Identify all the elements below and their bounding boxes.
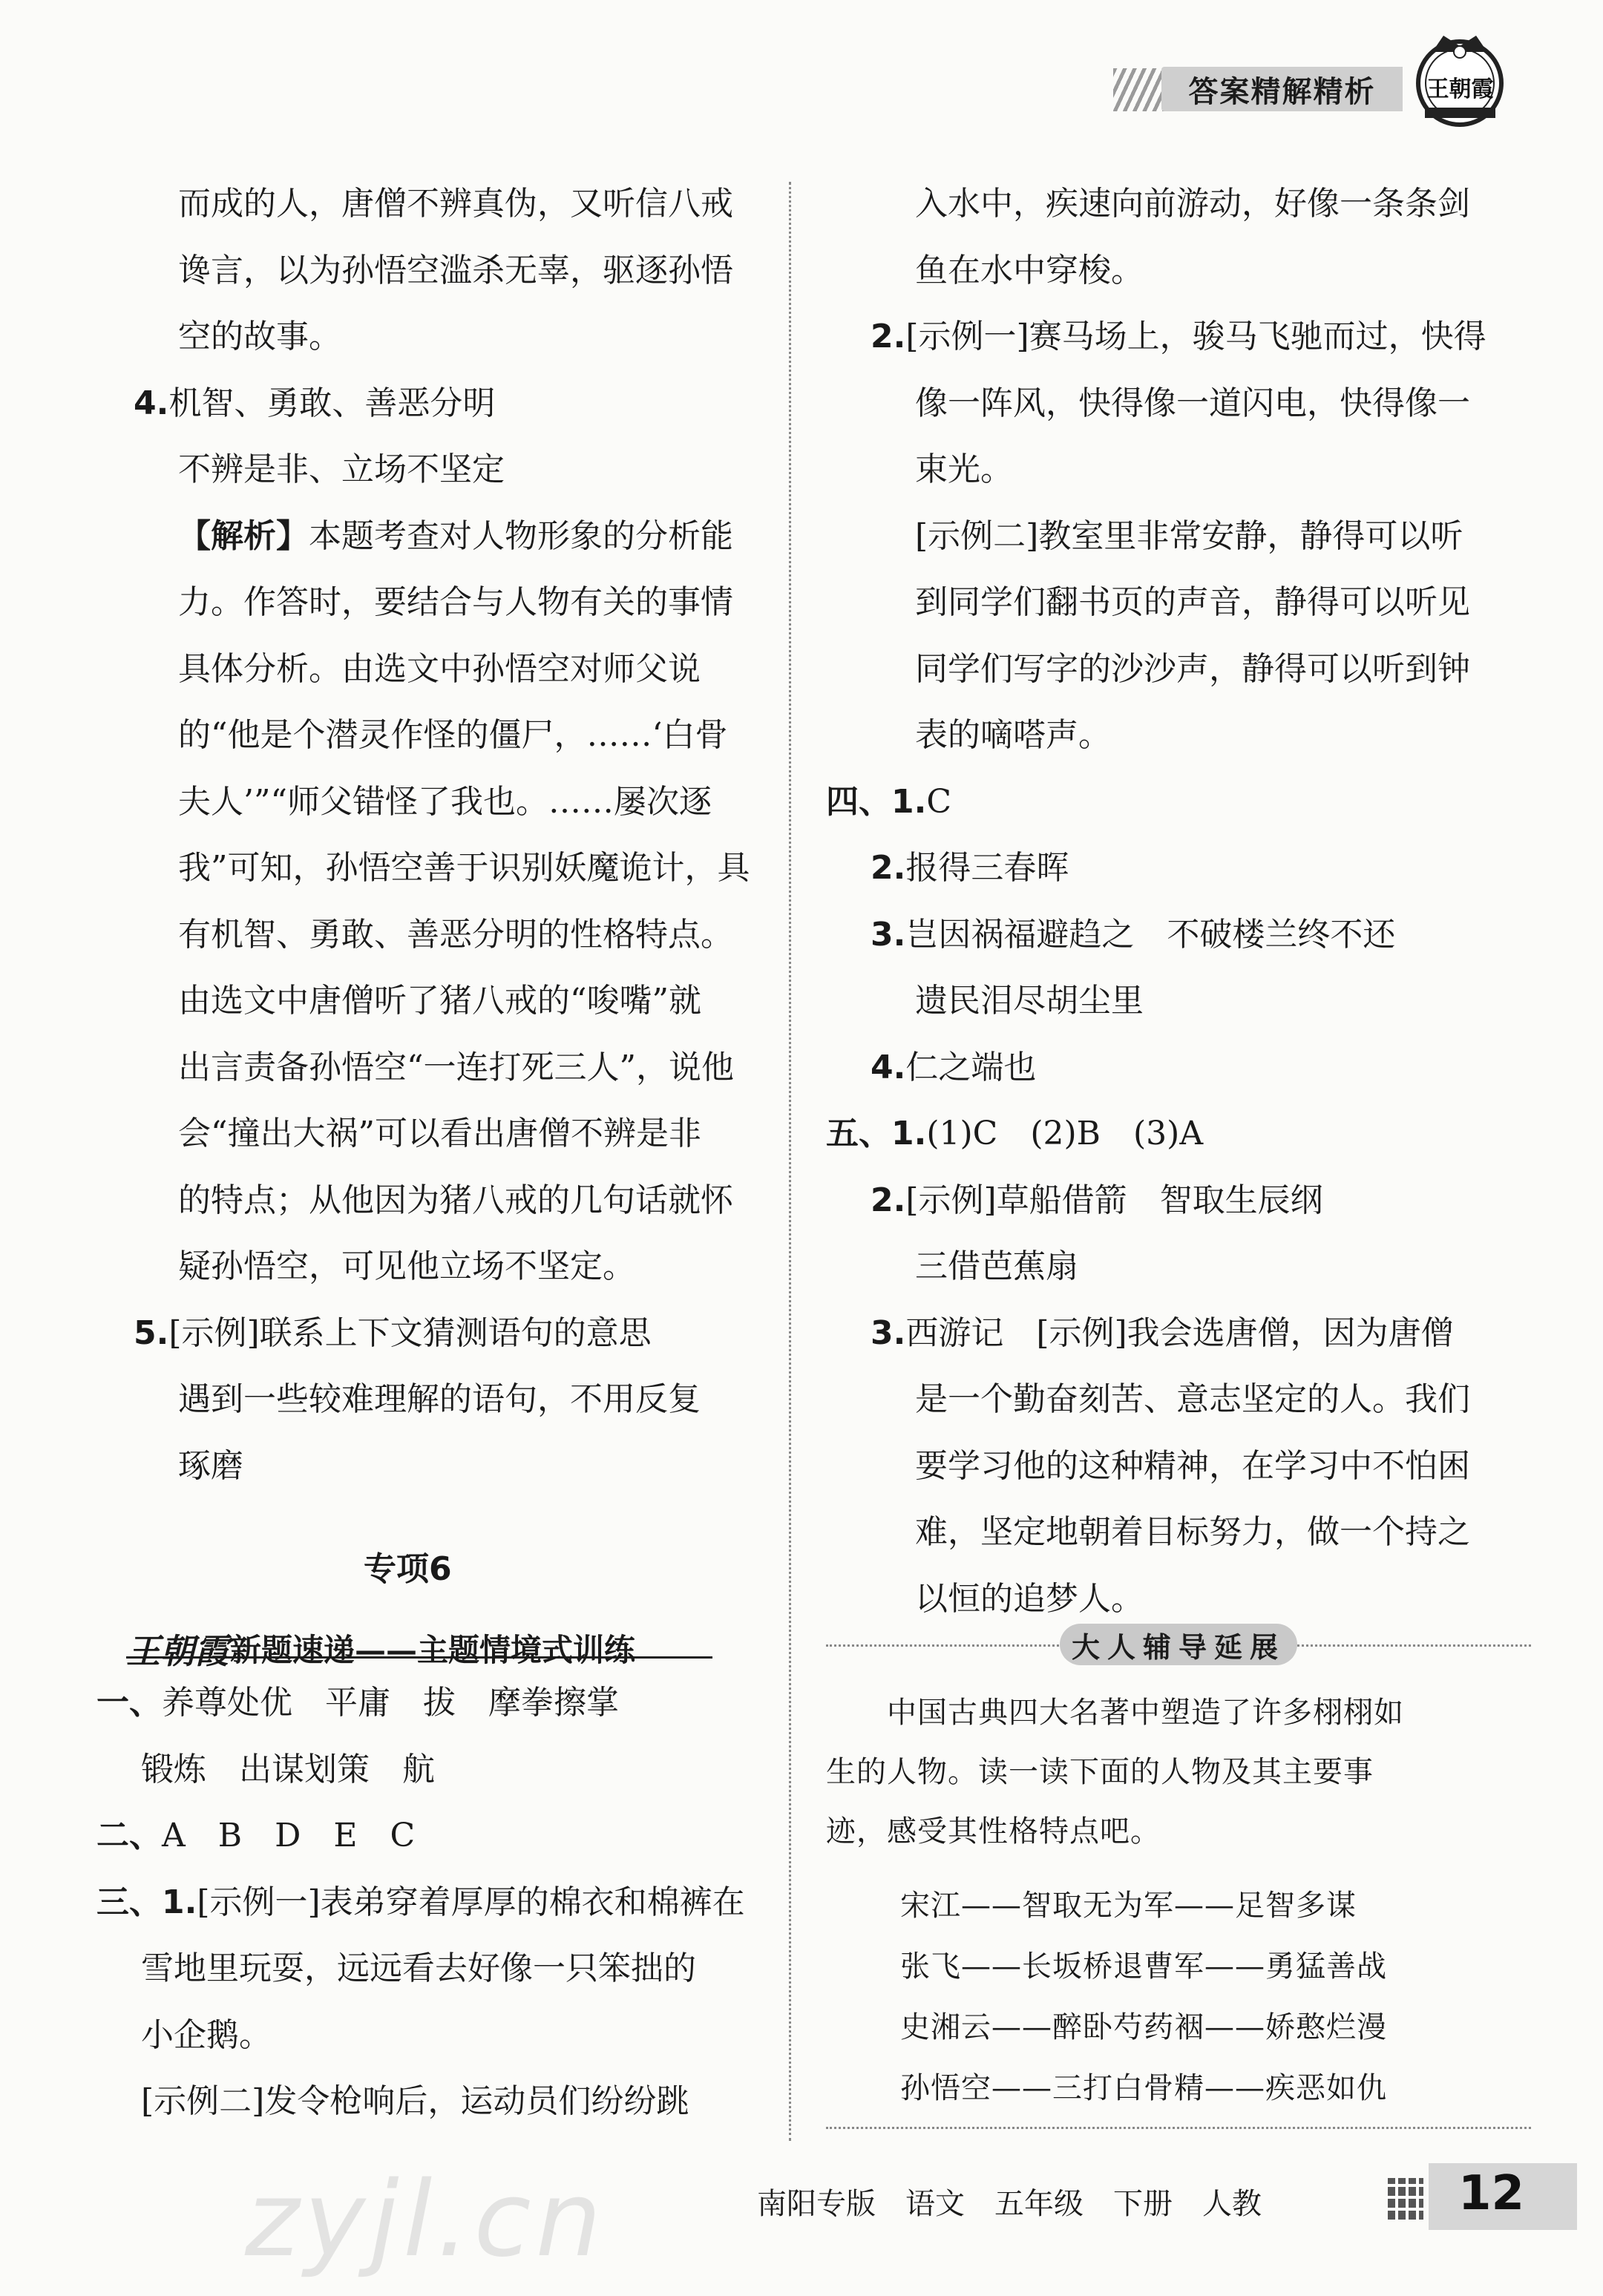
line-text: 养尊处优 平庸 拔 摩拳擦掌 <box>162 1684 619 1722</box>
box-title: 大人辅导延展 <box>1071 1630 1285 1664</box>
line-text: 琢磨 <box>178 1446 243 1485</box>
answer-line <box>915 979 1144 1023</box>
line-text: 要学习他的这种精神，在学习中不怕困 <box>915 1446 1470 1485</box>
answer-line <box>178 315 341 359</box>
footer-grid-icon <box>1388 2178 1423 2220</box>
answer-line <box>141 2079 689 2124</box>
line-text: 有机智、勇敢、善恶分明的性格特点。 <box>178 915 733 954</box>
line-text: 的“他是个潜灵作怪的僵尸，……‘白骨 <box>178 716 728 754</box>
answer-line <box>871 315 1486 359</box>
answer-line <box>178 249 733 293</box>
line-text: 入水中，疾速向前游动，好像一条条剑 <box>915 185 1470 223</box>
answer-line <box>178 913 733 957</box>
line-text: 由选文中唐僧听了猪八戒的“唆嘴”就 <box>178 982 701 1020</box>
answer-line <box>871 1311 1454 1356</box>
line-text: 谗言，以为孙悟空滥杀无辜，驱逐孙悟 <box>178 251 733 289</box>
answer-line <box>871 1178 1323 1223</box>
line-text: 夫人’”“师父错怪了我也。……屡次逐 <box>178 782 712 821</box>
answer-line <box>826 1112 1203 1156</box>
answer-line <box>134 1311 652 1356</box>
answer-line <box>178 1444 243 1489</box>
question-group-label: 一、 <box>96 1684 162 1722</box>
answer-line <box>178 1112 701 1156</box>
answer-line <box>871 1046 1036 1090</box>
page-number: 12 <box>1458 2166 1525 2221</box>
answer-line <box>96 1880 745 1925</box>
answer-line <box>915 1377 1470 1422</box>
answer-line <box>178 846 750 890</box>
line-text: [示例]联系上下文猜测语句的意思 <box>168 1313 652 1352</box>
line-text: [示例二]教室里非常安静，静得可以听 <box>915 516 1463 555</box>
line-text: 我”可知，孙悟空善于识别妖魔诡计，具 <box>178 849 750 887</box>
line-text: 小企鹅。 <box>141 2015 272 2054</box>
question-number: 5. <box>134 1313 169 1352</box>
line-text: 像一阵风，快得像一道闪电，快得像一 <box>915 384 1470 422</box>
answer-line <box>915 647 1470 692</box>
box-item: 宋江——智取无为军——足智多谋 <box>900 1889 1357 1923</box>
logo-text: 王朝霞 <box>1426 76 1494 102</box>
line-text: (1)C (2)B (3)A <box>926 1115 1204 1152</box>
question-group-label: 二、 <box>96 1817 162 1854</box>
line-text: 具体分析。由选文中孙悟空对师父说 <box>178 649 701 688</box>
line-text: 的特点；从他因为猪八戒的几句话就怀 <box>178 1181 733 1219</box>
box-bottom-rule <box>826 2127 1531 2129</box>
answer-line <box>915 249 1144 293</box>
line-text: 以恒的追梦人。 <box>915 1579 1144 1618</box>
line-text: 是一个勤奋刻苦、意志坚定的人。我们 <box>915 1380 1470 1418</box>
analysis-tag: 【解析】 <box>178 516 309 555</box>
line-text: 遗民泪尽胡尘里 <box>915 982 1144 1020</box>
line-text: C <box>926 782 952 821</box>
answer-line <box>178 1244 635 1289</box>
line-text: 三借芭蕉扇 <box>915 1247 1078 1285</box>
answer-line <box>915 1244 1078 1289</box>
line-text: 遇到一些较难理解的语句，不用反复 <box>178 1380 701 1418</box>
line-text: 难，坚定地朝着目标努力，做一个持之 <box>915 1513 1470 1551</box>
line-text: [示例一]赛马场上，骏马飞驰而过，快得 <box>905 318 1486 355</box>
answer-line <box>915 447 1013 492</box>
answer-line <box>178 979 701 1023</box>
answer-line <box>141 1748 435 1792</box>
answer-line <box>178 514 733 559</box>
question-number: 1. <box>162 1883 197 1921</box>
answer-line <box>141 1946 696 1991</box>
answer-line <box>96 1681 619 1725</box>
question-number: 1. <box>891 1115 927 1152</box>
section-title: 专项6 <box>364 1550 452 1588</box>
line-text: 到同学们翻书页的声音，静得可以听见 <box>915 583 1470 621</box>
watermark: zyjl.cn <box>245 2159 606 2280</box>
question-group-label: 四、 <box>826 782 891 821</box>
line-text: [示例]草船借箭 智取生辰纲 <box>905 1181 1323 1219</box>
answer-line <box>915 182 1470 226</box>
question-number: 2. <box>871 849 906 887</box>
line-text: 岂因祸福避趋之 不破楼兰终不还 <box>905 915 1396 954</box>
line-text: 束光。 <box>915 450 1013 488</box>
answer-line <box>178 1377 701 1422</box>
page-number-block <box>1429 2163 1577 2230</box>
question-number: 4. <box>134 384 169 422</box>
answer-line <box>915 1510 1470 1555</box>
header-title-bar <box>1161 67 1403 111</box>
answer-line <box>134 381 495 426</box>
line-text: [示例一]表弟穿着厚厚的棉衣和棉裤在 <box>197 1883 745 1921</box>
box-title-pill <box>1060 1624 1297 1665</box>
box-item: 孙悟空——三打白骨精——疾恶如仇 <box>900 2071 1387 2105</box>
answer-line <box>871 846 1069 890</box>
answer-line <box>915 580 1470 625</box>
box-item: 史湘云——醉卧芍药裀——娇憨烂漫 <box>900 2010 1387 2044</box>
line-text: 西游记 [示例]我会选唐僧，因为唐僧 <box>905 1313 1454 1352</box>
answer-line <box>96 1814 415 1858</box>
banner-brand: 王朝霞 <box>126 1631 229 1671</box>
line-text: 同学们写字的沙沙声，静得可以听到钟 <box>915 649 1470 688</box>
line-text: 仁之端也 <box>905 1048 1037 1086</box>
line-text: 机智、勇敢、善恶分明 <box>168 384 496 422</box>
answer-line <box>178 647 701 692</box>
line-text: 鱼在水中穿梭。 <box>915 251 1144 289</box>
footer-info: 南阳专版 语文 五年级 下册 人教 <box>757 2187 1262 2221</box>
line-text: 出言责备孙悟空“一连打死三人”，说他 <box>178 1048 734 1086</box>
column-divider <box>789 182 791 2141</box>
answer-line <box>178 713 727 758</box>
answer-line <box>826 780 951 824</box>
line-text: 雪地里玩耍，远远看去好像一只笨拙的 <box>141 1949 696 1987</box>
question-number: 3. <box>871 1313 906 1352</box>
answer-line <box>915 1444 1470 1489</box>
box-intro-line: 生的人物。读一读下面的人物及其主要事 <box>826 1755 1374 1789</box>
box-intro-line: 迹，感受其性格特点吧。 <box>826 1814 1161 1849</box>
answer-line <box>915 1577 1144 1621</box>
header-title: 答案精解精析 <box>1188 74 1376 109</box>
section-banner <box>126 1621 720 1670</box>
answer-line <box>178 1046 734 1090</box>
answer-line <box>141 2013 272 2058</box>
question-number: 4. <box>871 1048 906 1086</box>
line-text: 而成的人，唐僧不辨真伪，又听信八戒 <box>178 185 733 223</box>
answer-line <box>178 1178 733 1223</box>
answer-line <box>178 780 712 824</box>
line-text: 报得三春晖 <box>905 849 1069 887</box>
answer-line <box>178 447 505 492</box>
answer-line <box>915 381 1470 426</box>
answer-line <box>915 713 1111 758</box>
line-text: A B D E C <box>162 1817 416 1854</box>
question-number: 2. <box>871 1181 906 1219</box>
question-number: 1. <box>891 782 927 821</box>
brand-logo-icon <box>1410 30 1510 130</box>
question-number: 3. <box>871 915 906 954</box>
guidance-box <box>826 1616 1531 2128</box>
line-text: 力。作答时，要结合与人物有关的事情 <box>178 583 733 621</box>
line-text: [示例二]发令枪响后，运动员们纷纷跳 <box>141 2082 689 2120</box>
question-number: 2. <box>871 318 906 355</box>
question-group-label: 三、 <box>96 1883 162 1921</box>
question-group-label: 五、 <box>826 1115 891 1152</box>
line-text: 锻炼 出谋划策 航 <box>141 1750 435 1788</box>
answer-line <box>871 913 1395 957</box>
line-text: 本题考查对人物形象的分析能 <box>309 516 733 555</box>
answer-line <box>178 182 733 226</box>
answer-line <box>915 514 1463 559</box>
line-text: 不辨是非、立场不坚定 <box>178 450 505 488</box>
box-item: 张飞——长坂桥退曹军——勇猛善战 <box>900 1949 1387 1984</box>
box-intro-line: 中国古典四大名著中塑造了许多栩栩如 <box>826 1696 1404 1730</box>
line-text: 会“撞出大祸”可以看出唐僧不辨是非 <box>178 1115 701 1152</box>
answer-line <box>178 580 733 625</box>
header-stripes <box>1113 68 1165 111</box>
line-text: 表的嘀嗒声。 <box>915 716 1111 754</box>
banner-text: 新题速递——主题情境式训练 <box>230 1632 636 1668</box>
line-text: 空的故事。 <box>178 318 341 355</box>
line-text: 疑孙悟空，可见他立场不坚定。 <box>178 1247 635 1285</box>
